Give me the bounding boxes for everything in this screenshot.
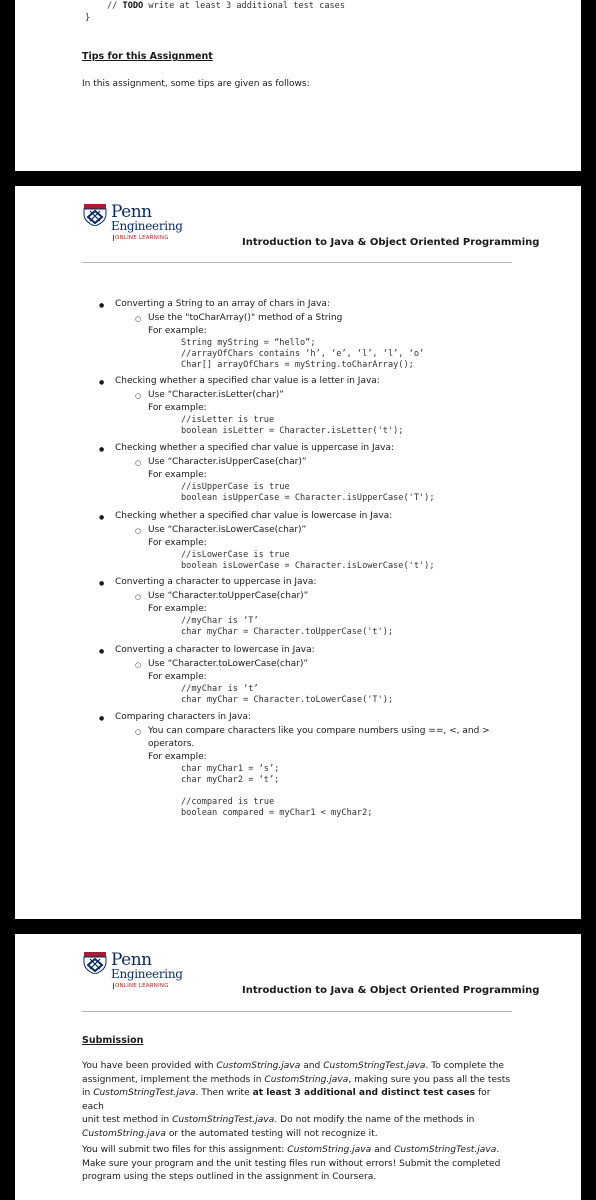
text-run: and (300, 1061, 324, 1071)
example-label: For example: (148, 403, 207, 413)
filename-text: CustomStringTest.java (93, 1088, 196, 1099)
course-title: Introduction to Java & Object Oriented Programming (242, 985, 540, 996)
submission-paragraph-2 (82, 1144, 514, 1185)
tip-title: ● Comparing characters in Java: (115, 712, 251, 722)
emphasis-text: at least 3 additional and distinct test cases (252, 1088, 476, 1099)
paragraph-line (82, 1074, 514, 1088)
tip-method: ○ Use “Character.isLowerCase(char)” (148, 525, 306, 535)
closing-brace: } (85, 13, 91, 23)
tip-method-continued: operators. (148, 739, 195, 749)
paragraph-line (82, 1144, 514, 1158)
tips-intro: In this assignment, some tips are given as follows: (82, 79, 310, 89)
logo-penn: Penn (111, 202, 152, 222)
text-run: for each (82, 1088, 491, 1112)
tip-method: ○ Use the "toCharArray()" method of a String (148, 313, 342, 323)
tip-method: ○ Use “Character.isUpperCase(char)” (148, 457, 307, 467)
logo-online-learning: ONLINE LEARNING (115, 235, 169, 241)
filename-text: CustomString.java (287, 1145, 372, 1155)
text-run: program using the steps outlined in the assignment in Coursera. (82, 1172, 377, 1183)
filename-text: CustomStringTest.java (394, 1145, 497, 1155)
paragraph-line (82, 1171, 514, 1185)
filename-text: CustomStringTest.java (323, 1061, 426, 1071)
tip-title: ● Converting a character to uppercase in Java: (115, 577, 316, 587)
example-label: For example: (148, 326, 207, 336)
text-run: You have been provided with (82, 1061, 217, 1071)
code-line: boolean isLetter = Character.isLetter('t'); (181, 426, 404, 436)
tip-method: ○ Use “Character.toUpperCase(char)” (148, 591, 308, 601)
code-line: //myChar is ‘T’ (181, 616, 259, 626)
example-label: For example: (148, 752, 207, 762)
document-page-3 (15, 934, 581, 1200)
paragraph-line (82, 1114, 514, 1128)
code-line: String myString = “hello”; (181, 338, 316, 348)
code-line: char myChar = Character.toLowerCase('T'); (181, 695, 394, 705)
paragraph-line (82, 1158, 514, 1172)
course-title: Introduction to Java & Object Oriented Programming (242, 237, 540, 248)
code-line: char myChar1 = ‘s’; (181, 764, 280, 774)
code-line: boolean isLowerCase = Character.isLowerCase('t'); (181, 561, 435, 571)
filename-text: CustomString.java (216, 1061, 301, 1071)
text-run: , making sure you pass all the tests (348, 1074, 511, 1085)
todo-keyword: TODO (122, 1, 144, 11)
tip-method: ○ Use “Character.isLetter(char)” (148, 390, 284, 400)
todo-comment: // TODO write at least 3 additional test cases (107, 1, 346, 11)
example-label: For example: (148, 604, 207, 614)
code-line: //arrayOfChars contains ‘h’, ‘e’, ‘l’, ‘l’, ‘o’ (181, 349, 425, 359)
tip-title: ● Checking whether a specified char value is uppercase in Java: (115, 443, 394, 453)
example-label: For example: (148, 672, 207, 682)
submission-heading: Submission (82, 1035, 144, 1046)
header-divider (82, 262, 512, 263)
code-line: //myChar is ‘t’ (181, 684, 259, 694)
submission-paragraph-1 (82, 1060, 514, 1142)
paragraph-line (82, 1087, 514, 1114)
paragraph-line (82, 1128, 514, 1142)
text-run: Make sure your program and the unit testing files run without errors! Submit the completed (82, 1158, 501, 1169)
tip-method: ○ Use “Character.toLowerCase(char)” (148, 659, 308, 669)
code-line: //compared is true (181, 797, 275, 807)
filename-text: CustomStringTest.java (172, 1115, 275, 1126)
tip-title: ● Converting a String to an array of chars in Java: (115, 299, 330, 309)
code-line: char myChar2 = ‘t’; (181, 775, 280, 785)
header-divider (82, 1011, 512, 1012)
tip-method: ○ You can compare characters like you compare numbers using ==, <, and > (148, 726, 490, 736)
example-label: For example: (148, 538, 207, 548)
filename-text: CustomString.java (264, 1074, 349, 1085)
text-run: . To complete the (425, 1061, 505, 1071)
text-run: . (496, 1145, 500, 1155)
text-run: and (371, 1145, 395, 1155)
code-line: //isLetter is true (181, 415, 275, 425)
code-line: char myChar = Character.toUpperCase('t'); (181, 627, 394, 637)
text-run: unit test method in (82, 1115, 173, 1126)
code-line: //isLowerCase is true (181, 550, 290, 560)
logo-penn: Penn (111, 950, 152, 970)
text-run: in (82, 1088, 94, 1099)
code-line: //isUpperCase is true (181, 482, 290, 492)
tip-title: ● Checking whether a specified char value is lowercase in Java: (115, 511, 392, 521)
text-run: or the automated testing will not recognize it. (165, 1128, 378, 1139)
text-run: . Then write (195, 1088, 253, 1099)
document-page-2 (15, 186, 581, 919)
tip-title: ● Converting a character to lowercase in Java: (115, 645, 315, 655)
filename-text: CustomString.java (82, 1128, 166, 1139)
document-page-1 (15, 0, 581, 171)
code-line: boolean compared = myChar1 < myChar2; (181, 808, 373, 818)
penn-shield-icon (83, 204, 107, 226)
logo-engineering: Engineering (111, 219, 183, 233)
penn-engineering-logo (83, 950, 203, 994)
code-line: boolean isUpperCase = Character.isUpperCase('T'); (181, 493, 435, 503)
logo-engineering: Engineering (111, 967, 183, 981)
paragraph-line (82, 1060, 514, 1074)
penn-engineering-logo (83, 202, 203, 246)
text-run: . Do not modify the name of the methods in (274, 1115, 475, 1126)
code-line: Char[] arrayOfChars = myString.toCharArray(); (181, 360, 414, 370)
example-label: For example: (148, 470, 207, 480)
logo-online-learning: ONLINE LEARNING (115, 983, 169, 989)
text-run: assignment, implement the methods in (82, 1074, 265, 1085)
tips-heading: Tips for this Assignment (82, 51, 213, 62)
tip-title: ● Checking whether a specified char value is a letter in Java: (115, 376, 380, 386)
penn-shield-icon (83, 952, 107, 974)
text-run: You will submit two files for this assignment: (82, 1145, 288, 1155)
